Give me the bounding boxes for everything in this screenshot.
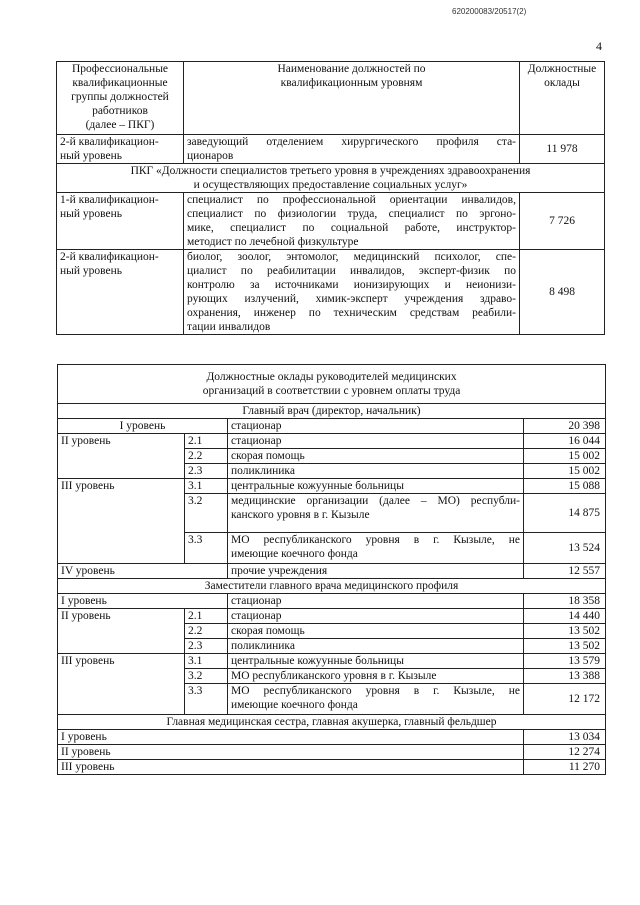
positions-line: охранения, инженер по техническим средствам реабили- [187,307,516,319]
header-pkg [57,62,184,135]
salary-value: 14 440 [524,609,606,624]
sublevel-code: 2.2 [185,624,228,639]
salary-value: 20 398 [524,419,606,434]
institution-name: скорая помощь [228,624,524,639]
header-salary-line: Должностные [527,63,597,75]
sublevel-code: 3.3 [185,533,228,564]
salary-value: 13 388 [524,669,606,684]
sublevel-code: 2.1 [185,609,228,624]
salary-value: 13 502 [524,639,606,654]
level-label: II уровень [58,745,524,760]
sublevel-code: 3.1 [185,654,228,669]
header-pkg-line: группы должностей [71,91,169,103]
table-title [58,365,606,404]
table-row [57,250,605,335]
header-pkg-line: (далее – ПКГ) [85,119,155,131]
sublevel-code: 2.1 [185,434,228,449]
table-row [57,135,605,164]
positions-line: ционаров [187,150,234,162]
document-id: 620200083/20517(2) [452,7,527,16]
salary-value: 13 034 [524,730,606,745]
institution-name-line: имеющие коечного фонда [231,699,358,711]
group-title-row [57,164,605,193]
positions-line: циалист по реабилитации инвалидов, эксперт-физик по [187,265,516,277]
salary-value: 12 557 [524,564,606,579]
level-label: III уровень [58,760,524,775]
table-row [58,730,606,745]
level-line: ный уровень [60,208,123,220]
section-title-deputies: Заместители главного врача медицинского профиля [58,579,606,594]
level-label: III уровень [58,479,185,564]
institution-name [228,494,524,533]
group-title-line: ПКГ «Должности специалистов третьего уровня в учреждениях здравоохранения [130,165,531,177]
level-label: IV уровень [58,564,228,579]
level-label: III уровень [58,654,185,715]
salary-value: 16 044 [524,434,606,449]
positions-line: биолог, зоолог, энтомолог, медицинский психолог, спе- [187,251,516,263]
level-cell [57,135,184,164]
level-label: II уровень [58,609,185,654]
positions-line: тации инвалидов [187,321,271,333]
sublevel-code: 2.3 [185,639,228,654]
table-row [58,594,606,609]
salary-cell: 11 978 [520,135,605,164]
positions-line: заведующий отделением хирургического профиля ста- [187,136,516,148]
table-row [58,434,606,449]
table-row [57,193,605,250]
header-pkg-line: работников [92,105,148,117]
positions-cell [184,135,520,164]
table-row [58,654,606,669]
institution-name: скорая помощь [228,449,524,464]
table-row [58,419,606,434]
institution-name: прочие учреждения [228,564,524,579]
institution-name: МО республиканского уровня в г. Кызыле [228,669,524,684]
table-row [58,760,606,775]
header-positions [184,62,520,135]
salary-value: 13 524 [524,533,606,564]
salary-value: 12 172 [524,684,606,715]
salary-value: 15 002 [524,464,606,479]
header-pkg-line: Профессиональные [71,63,169,75]
institution-name-line: МО республиканского уровня в г. Кызыле, не [231,685,520,697]
salary-levels-table [57,364,606,775]
level-label: I уровень [58,594,228,609]
institution-name: стационар [228,594,524,609]
positions-line: контролю за источниками ионизирующих и неионизи- [187,279,516,291]
institution-name-line: медицинские организации (далее – МО) республи- [231,495,520,507]
sublevel-code: 3.2 [185,494,228,533]
positions-cell [184,250,520,335]
table-row [58,609,606,624]
section-title-row [58,579,606,594]
section-title-chief: Главный врач (директор, начальник) [58,404,606,419]
sublevel-code: 3.1 [185,479,228,494]
sublevel-code: 3.2 [185,669,228,684]
positions-line: мике, специалист по социальной работе, инструктор- [187,222,516,234]
institution-name-line: канского уровня в г. Кызыле [231,509,370,521]
positions-line: специалист по физиологии труда, специалист по эргоно- [187,208,516,220]
header-pkg-line: квалификационные [72,77,168,89]
group-title-line: и осуществляющих предоставление социальных услуг» [193,179,468,191]
salary-value: 15 002 [524,449,606,464]
group-title [57,164,605,193]
table-row [58,564,606,579]
level-line: ный уровень [60,265,123,277]
header-positions-line: Наименование должностей по [277,63,426,75]
table-title-line: организаций в соответствии с уровнем оплаты труда [202,385,461,397]
institution-name: поликлиника [228,639,524,654]
level-label: II уровень [58,434,185,479]
salary-cell: 8 498 [520,250,605,335]
level-label: I уровень [58,419,228,434]
level-line: 2-й квалификацион- [60,136,159,148]
salary-value: 11 270 [524,760,606,775]
header-salary-line: оклады [544,77,580,89]
salary-value: 13 502 [524,624,606,639]
level-cell [57,193,184,250]
institution-name [228,533,524,564]
level-line: ный уровень [60,150,123,162]
sublevel-code: 2.3 [185,464,228,479]
salary-value: 15 088 [524,479,606,494]
level-label: I уровень [58,730,524,745]
table-row [58,745,606,760]
salary-cell: 7 726 [520,193,605,250]
table-title-row [58,365,606,404]
section-title-row [58,404,606,419]
table-header-row [57,62,605,135]
institution-name: стационар [228,434,524,449]
institution-name: центральные кожуунные больницы [228,479,524,494]
section-title-nurse: Главная медицинская сестра, главная акушерка, главный фельдшер [58,715,606,730]
institution-name-line: имеющие коечного фонда [231,548,358,560]
positions-line: методист по лечебной физкультуре [187,236,359,248]
level-line: 2-й квалификацион- [60,251,159,263]
institution-name: стационар [228,419,524,434]
institution-name-line: МО республиканского уровня в г. Кызыле, не [231,534,520,546]
header-salary [520,62,605,135]
level-line: 1-й квалификацион- [60,194,159,206]
positions-cell [184,193,520,250]
positions-line: специалист по профессиональной ориентации инвалидов, [187,194,516,206]
institution-name: поликлиника [228,464,524,479]
salary-value: 14 875 [524,494,606,533]
table-title-line: Должностные оклады руководителей медицинских [206,371,457,383]
positions-line: рующих излучений, химик-эксперт учреждения здраво- [187,293,516,305]
header-positions-line: квалификационным уровням [280,77,423,89]
institution-name: центральные кожуунные больницы [228,654,524,669]
page-number: 4 [596,39,602,53]
salary-value: 13 579 [524,654,606,669]
level-cell [57,250,184,335]
salary-value: 18 358 [524,594,606,609]
institution-name: стационар [228,609,524,624]
qualification-groups-table [56,61,605,335]
sublevel-code: 3.3 [185,684,228,715]
salary-value: 12 274 [524,745,606,760]
section-title-row [58,715,606,730]
institution-name [228,684,524,715]
sublevel-code: 2.2 [185,449,228,464]
table-row [58,479,606,494]
